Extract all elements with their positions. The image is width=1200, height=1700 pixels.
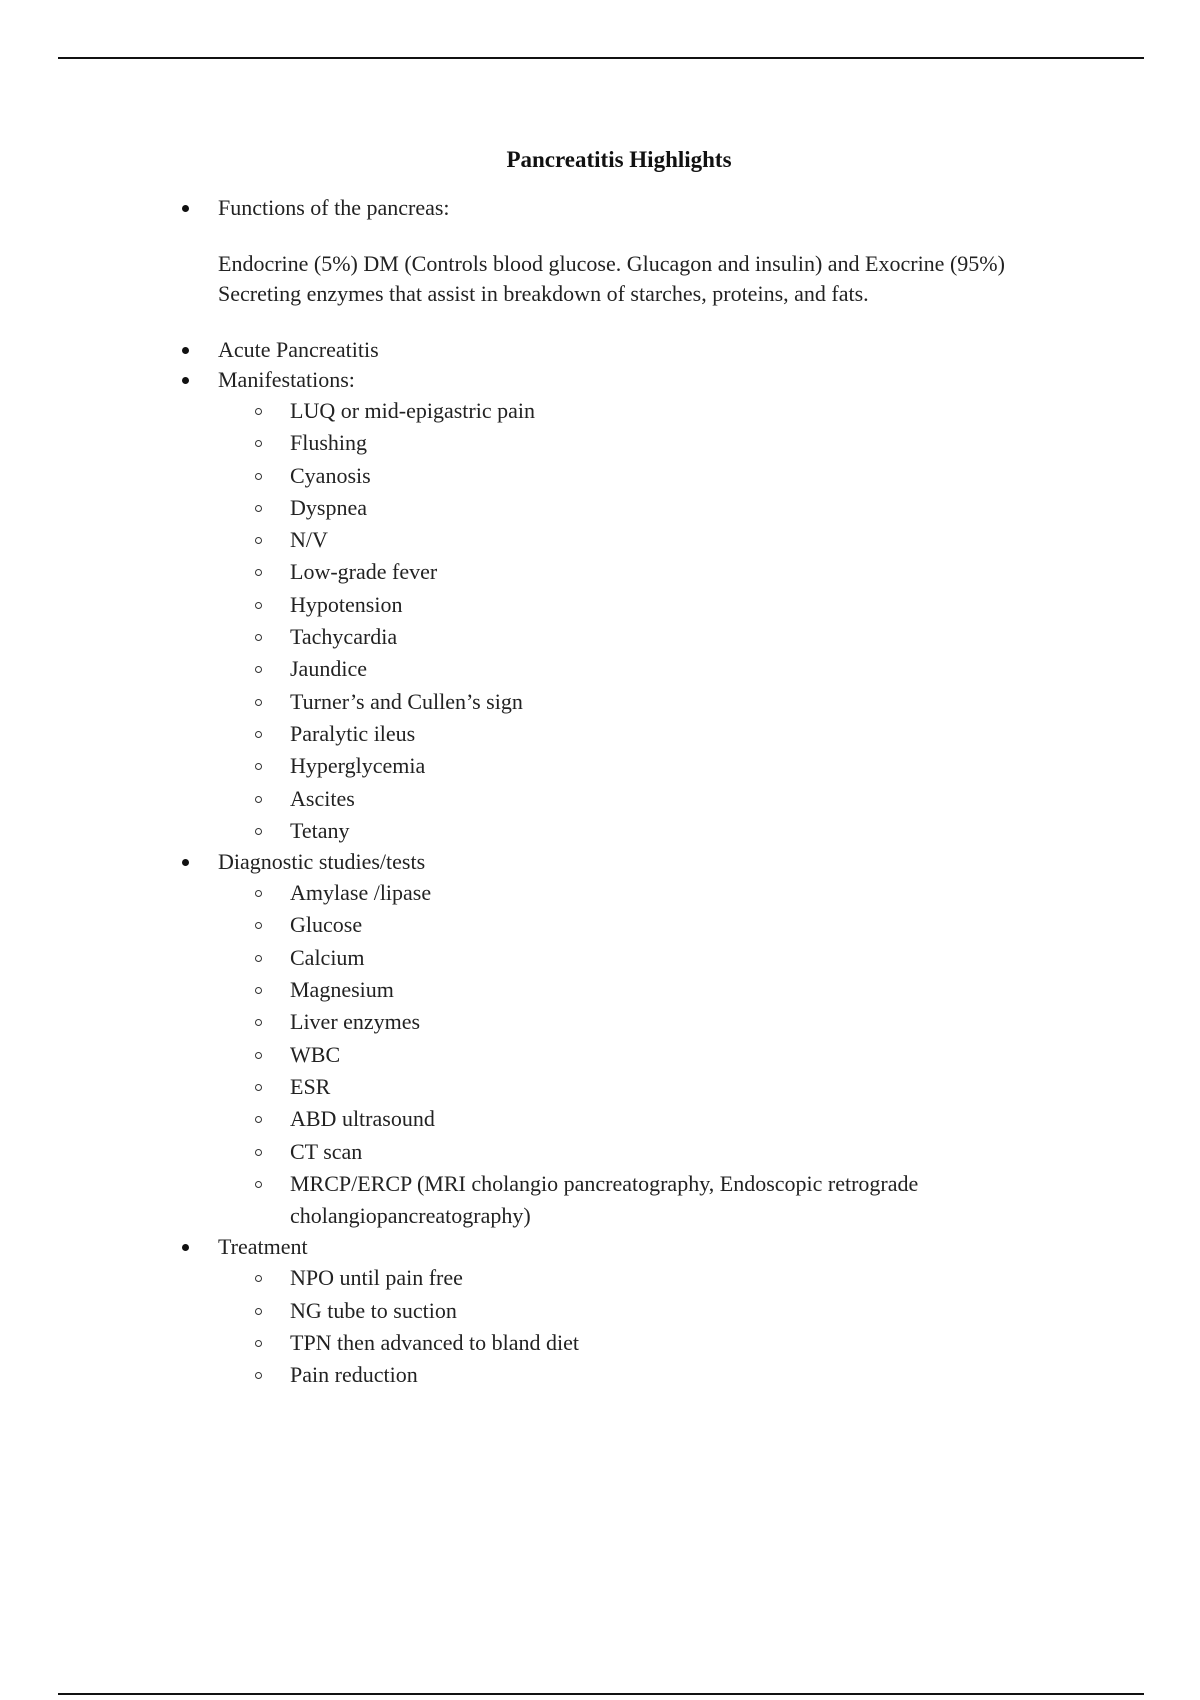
sub-bullet-marker xyxy=(255,569,262,576)
sub-bullet-marker xyxy=(255,666,262,673)
bullet-label: Manifestations: xyxy=(218,367,355,392)
sub-bullet-marker xyxy=(255,699,262,706)
list-item: Cyanosis xyxy=(0,460,1050,492)
main-bullet-list-3 xyxy=(0,847,1200,877)
sub-bullet-marker xyxy=(255,1019,262,1026)
list-item: Liver enzymes xyxy=(0,1006,1050,1038)
page-title: Pancreatitis Highlights xyxy=(506,147,732,172)
sub-bullet-marker xyxy=(255,408,262,415)
list-item: Flushing xyxy=(0,427,1050,459)
treatment-list xyxy=(0,1262,1200,1391)
footer-rule xyxy=(58,1693,1144,1695)
sub-bullet-marker xyxy=(255,602,262,609)
sub-bullet-marker xyxy=(255,890,262,897)
sub-bullet-marker xyxy=(255,731,262,738)
sub-bullet-marker xyxy=(255,440,262,447)
header-rule xyxy=(58,57,1144,59)
bullet-marker xyxy=(182,1244,189,1251)
paragraph-line: Secreting enzymes that assist in breakdown of starches, proteins, and fats. xyxy=(218,281,869,306)
sub-bullet-marker xyxy=(255,1340,262,1347)
list-item: ABD ultrasound xyxy=(0,1103,1050,1135)
bullet-label: Acute Pancreatitis xyxy=(218,337,379,362)
list-item: Pain reduction xyxy=(0,1359,1050,1391)
sub-bullet-marker xyxy=(255,634,262,641)
list-item: Tachycardia xyxy=(0,621,1050,653)
bullet-marker xyxy=(182,347,189,354)
sub-bullet-marker xyxy=(255,1084,262,1091)
list-item: ESR xyxy=(0,1071,1050,1103)
main-bullet-list-4 xyxy=(0,1232,1200,1262)
list-item: Dyspnea xyxy=(0,492,1050,524)
sub-bullet-marker xyxy=(255,955,262,962)
sub-bullet-marker xyxy=(255,828,262,835)
sub-bullet-marker xyxy=(255,473,262,480)
list-item: Tetany xyxy=(0,815,1050,847)
list-item: Calcium xyxy=(0,942,1050,974)
bullet-label: Treatment xyxy=(218,1234,308,1260)
sub-bullet-marker xyxy=(255,922,262,929)
list-item: CT scan xyxy=(0,1136,1050,1168)
main-bullet-list xyxy=(0,193,1200,223)
bullet-marker xyxy=(182,859,189,866)
sub-bullet-marker xyxy=(255,505,262,512)
pancreas-functions-paragraph xyxy=(0,249,1118,309)
list-item: LUQ or mid-epigastric pain xyxy=(0,395,1050,427)
list-item: Turner’s and Cullen’s sign xyxy=(0,686,1050,718)
list-item: TPN then advanced to bland diet xyxy=(0,1327,1050,1359)
bullet-label: Diagnostic studies/tests xyxy=(218,849,426,875)
bullet-marker xyxy=(182,205,189,212)
sub-bullet-marker xyxy=(255,1052,262,1059)
bullet-functions xyxy=(0,193,1108,223)
sub-bullet-marker xyxy=(255,1116,262,1123)
list-item: Low-grade fever xyxy=(0,556,1050,588)
list-item: Paralytic ileus xyxy=(0,718,1050,750)
bullet-diagnostics xyxy=(0,847,1108,877)
list-item: WBC xyxy=(0,1039,1050,1071)
sub-bullet-marker xyxy=(255,1149,262,1156)
list-item: NG tube to suction xyxy=(0,1295,1050,1327)
sub-bullet-marker xyxy=(255,1181,262,1188)
main-bullet-list-2 xyxy=(0,335,1200,395)
list-item: Jaundice xyxy=(0,653,1050,685)
sub-bullet-marker xyxy=(255,1275,262,1282)
list-item: NPO until pain free xyxy=(0,1262,1050,1294)
sub-bullet-marker xyxy=(255,987,262,994)
bullet-marker xyxy=(182,377,189,384)
bullet-treatment xyxy=(0,1232,1108,1262)
list-item: Hypotension xyxy=(0,589,1050,621)
list-item: N/V xyxy=(0,524,1050,556)
sub-bullet-marker xyxy=(255,763,262,770)
list-item: Ascites xyxy=(0,783,1050,815)
document-body xyxy=(0,143,1200,1392)
manifestations-list xyxy=(0,395,1200,847)
sub-bullet-marker xyxy=(255,537,262,544)
sub-bullet-marker xyxy=(255,1372,262,1379)
diagnostics-list xyxy=(0,877,1200,1232)
bullet-manifestations xyxy=(0,365,1108,395)
list-item: Magnesium xyxy=(0,974,1050,1006)
list-item: Amylase /lipase xyxy=(0,877,1050,909)
bullet-label: Functions of the pancreas: xyxy=(218,195,450,220)
sub-bullet-marker xyxy=(255,796,262,803)
list-item: MRCP/ERCP (MRI cholangio pancreatography, Endoscopic retrograde cholangiopancreatography) xyxy=(0,1168,1050,1233)
sub-bullet-marker xyxy=(255,1308,262,1315)
paragraph-line: Endocrine (5%) DM (Controls blood glucose. Glucagon and insulin) and Exocrine (95%) xyxy=(218,251,1005,276)
list-item: Glucose xyxy=(0,909,1050,941)
bullet-acute-pancreatitis xyxy=(0,335,1108,365)
list-item: Hyperglycemia xyxy=(0,750,1050,782)
